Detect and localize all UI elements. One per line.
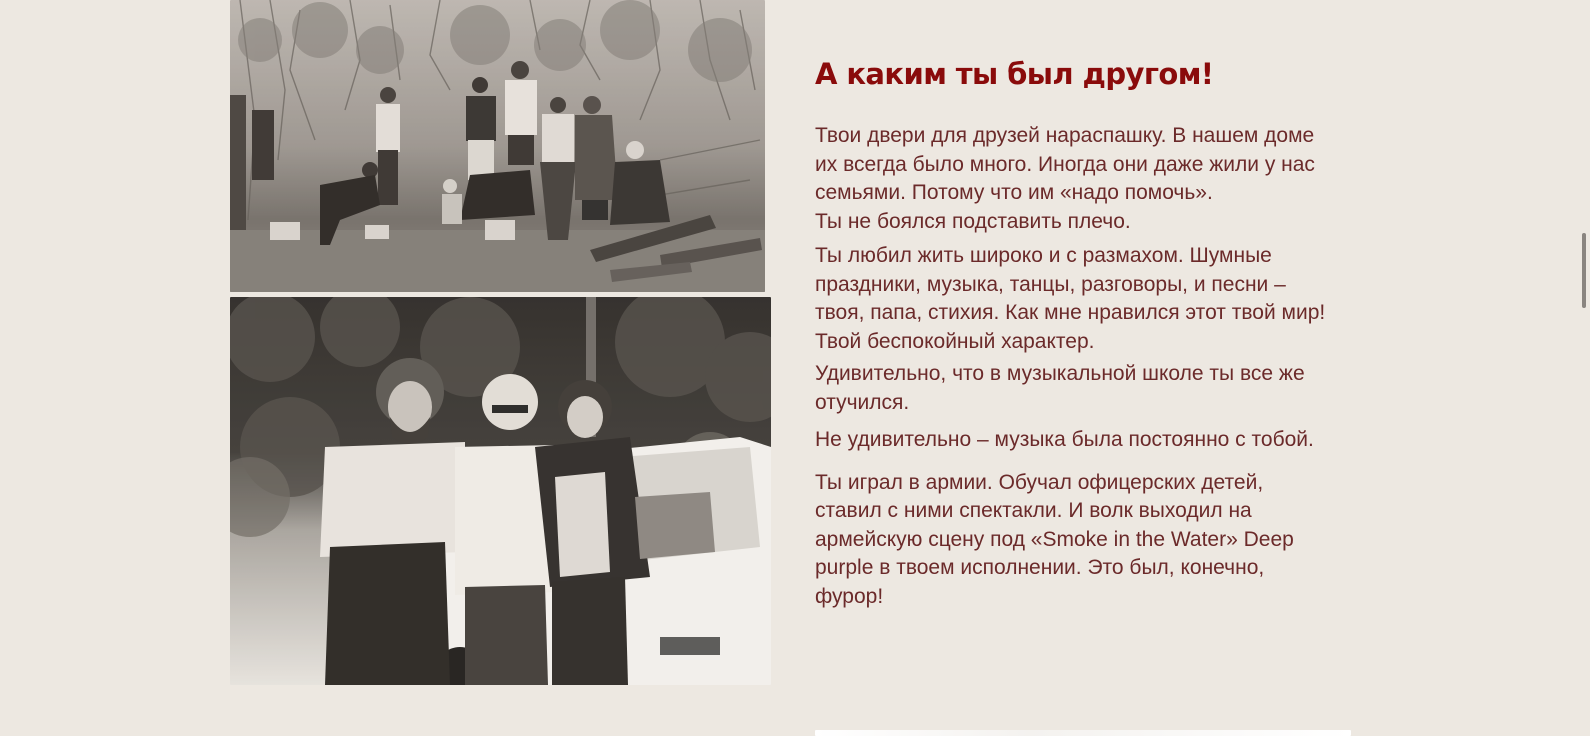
photo-friends-picnic [230, 0, 765, 292]
article-heading: А каким ты был другом! [815, 57, 1214, 91]
page-scrollbar[interactable] [1576, 0, 1590, 736]
article-paragraph-doors: Твои двери для друзей нараспашку. В нашем доме их всегда было много. Иногда они даже жили у нас семьями. Потому что им «надо помочь». Ты не боялся подставить плечо. [815, 124, 1315, 233]
photo-next-partial [815, 730, 1351, 736]
article-text-column [815, 52, 1360, 611]
scrollbar-thumb[interactable] [1582, 233, 1586, 308]
article-paragraph-army: Ты играл в армии. Обучал офицерских детей, ставил с ними спектакли. И волк выходил на армейскую сцену под «Smoke in the Water» Deep purple в твоем исполнении. Это был, конечно, фурор! [815, 470, 1294, 608]
article-paragraph-celebrations: Ты любил жить широко и с размахом. Шумные праздники, музыка, танцы, разговоры, и песни – твоя, папа, стихия. Как мне нравился этот твой мир! Твой беспокойный характер. [815, 244, 1326, 353]
article-paragraph-music-school: Удивительно, что в музыкальной школе ты все же отучился. [815, 362, 1305, 414]
photo-three-friends-car [230, 297, 771, 685]
article-paragraph-music-always: Не удивительно – музыка была постоянно с тобой. [815, 428, 1314, 451]
